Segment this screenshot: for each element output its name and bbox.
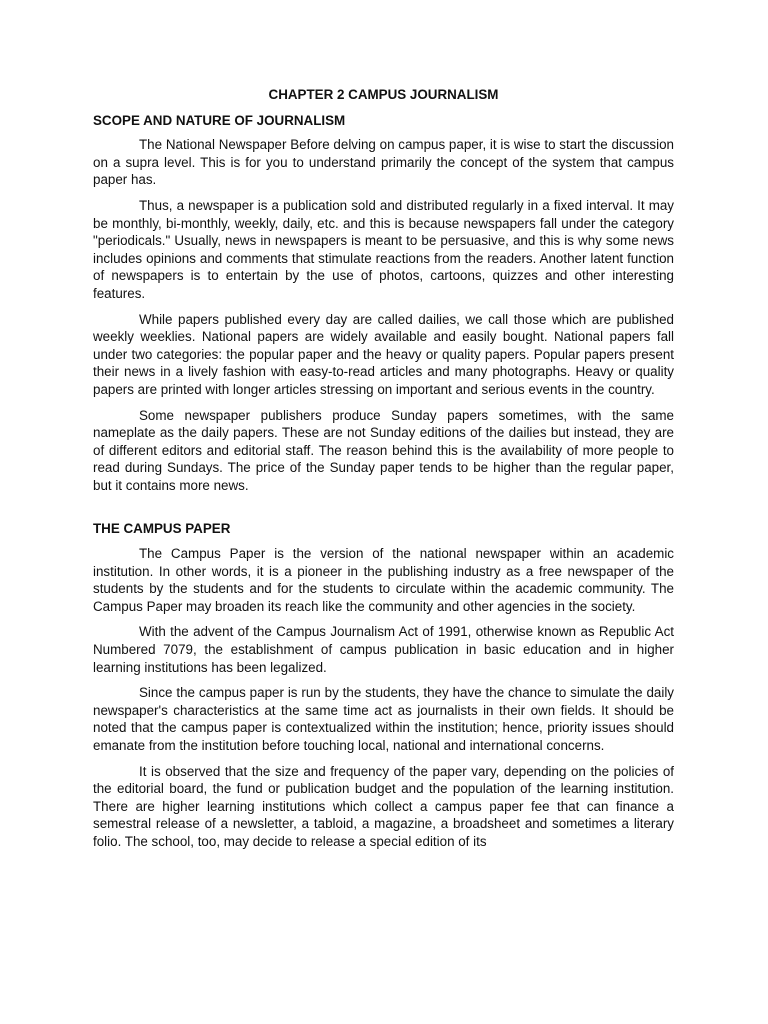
paragraph: It is observed that the size and frequency of the paper vary, depending on the policies of the editorial board, the fund or publication budget and the population of the learning institution. There are higher learning institutions which collect a campus paper fee that can finance a semestral release of a newsletter, a tabloid, a magazine, a broadsheet and sometimes a literary folio. The school, too, may decide to release a special edition of its: [93, 763, 674, 849]
section-heading-campus-paper: THE CAMPUS PAPER: [93, 521, 231, 537]
paragraph: While papers published every day are called dailies, we call those which are published weekly weeklies. National papers are widely available and easily bought. National papers fall under two categories: the popular paper and the heavy or quality papers. Popular papers present their news in a lively fashion with easy-to-read articles and many photographs. Heavy or quality papers are printed with longer articles stressing on important and serious events in the country.: [93, 311, 674, 397]
paragraph: The Campus Paper is the version of the national newspaper within an academic institution. In other words, it is a pioneer in the publishing industry as a free newspaper of the students by the students and for the students to circulate within the academic community. The Campus Paper may broaden its reach like the community and other agencies in the society.: [93, 546, 674, 614]
section-heading-scope: SCOPE AND NATURE OF JOURNALISM: [93, 112, 346, 128]
paragraph: With the advent of the Campus Journalism Act of 1991, otherwise known as Republic Act Numbered 7079, the establishment of campus publication in basic education and in higher learning institutions has been legalized.: [93, 624, 674, 675]
paragraph: The National Newspaper Before delving on campus paper, it is wise to start the discussion on a supra level. This is for you to understand primarily the concept of the system that campus paper has.: [93, 137, 674, 188]
paragraph: Some newspaper publishers produce Sunday papers sometimes, with the same nameplate as the daily papers. These are not Sunday editions of the dailies but instead, they are of different editors and editorial staff. The reason behind this is the availability of more people to read during Sundays. The price of the Sunday paper tends to be higher than the regular paper, but it contains more news.: [93, 407, 674, 493]
chapter-title: CHAPTER 2 CAMPUS JOURNALISM: [268, 87, 499, 102]
paragraph: Since the campus paper is run by the students, they have the chance to simulate the daily newspaper's characteristics at the same time act as journalists in their own fields. It should be noted that the campus paper is contextualized within the institution; hence, priority issues should emanate from the institution before touching local, national and international concerns.: [93, 685, 674, 753]
document-body: [93, 86, 674, 859]
paragraph: Thus, a newspaper is a publication sold and distributed regularly in a fixed interval. It may be monthly, bi-monthly, weekly, daily, etc. and this is because newspapers fall under the category "periodicals." Usually, news in newspapers is meant to be persuasive, and this is why some news includes opinions and comments that stimulate reactions from the readers. Another latent function of newspapers is to entertain by the use of photos, cartoons, quizzes and other interesting features.: [93, 197, 674, 301]
